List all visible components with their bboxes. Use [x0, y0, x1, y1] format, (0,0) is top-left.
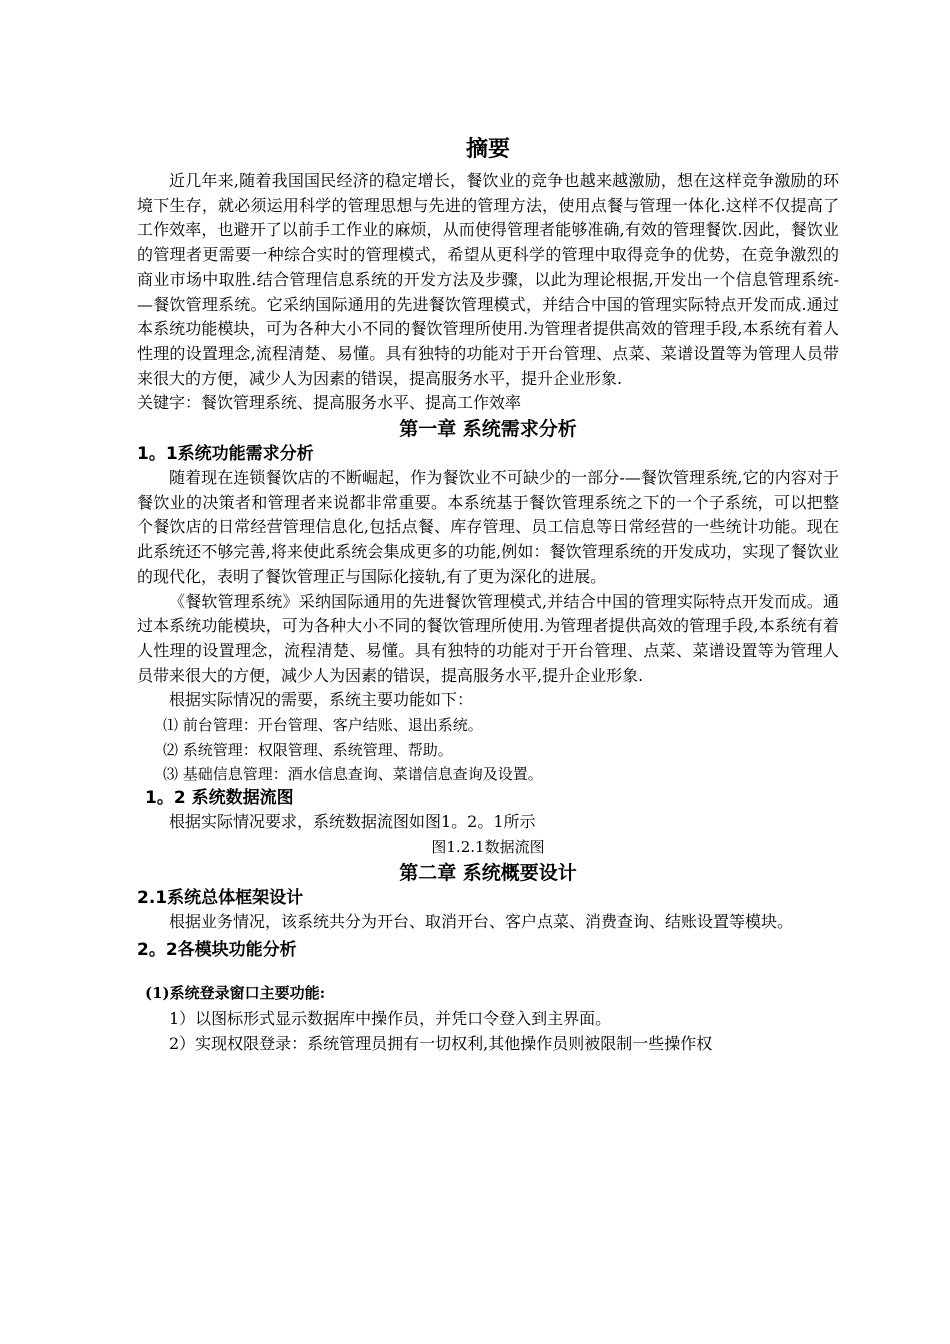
- function-list-item: ⑵ 系统管理：权限管理、系统管理、帮助。: [163, 740, 453, 759]
- function-list-item: ⑶ 基础信息管理：酒水信息查询、菜谱信息查询及设置。: [163, 765, 543, 784]
- section-1-1-para-3: 根据实际情况的需要，系统主要功能如下：: [169, 690, 474, 710]
- section-2-1-para: 根据业务情况，该系统共分为开台、取消开台、客户点菜、消费查询、结账设置等模块。: [169, 911, 794, 931]
- section-1-2-title: 1。2 系统数据流图: [145, 788, 294, 809]
- login-step: 2）实现权限登录：系统管理员拥有一切权利,其他操作员则被限制一些操作权: [169, 1033, 713, 1053]
- document-content: [137, 133, 839, 1056]
- section-1-1-title: 1。1系统功能需求分析: [137, 444, 314, 465]
- section-2-2-title: 2。2各模块功能分析: [137, 939, 297, 960]
- section-1-1-para-2: 《餐软管理系统》采纳国际通用的先进餐饮管理模式,并结合中国的管理实际特点开发而成。通过本系统功能模块，可为各种大小不同的餐饮管理所使用.为管理者提供高效的管理手段,本系统有着人性理的设置理念，流程清楚、易懂。具有独特的功能对于开台管理、点菜、菜谱设置等为管理人员带来很大的方便，减少人为因素的错误，提高服务水平,提升企业形象.: [137, 591, 839, 685]
- section-2-1-title: 2.1系统总体框架设计: [137, 887, 304, 908]
- abstract-body: 近几年来,随着我国国民经济的稳定增长，餐饮业的竞争也越来越激励，想在这样竞争激励的环境下生存，就必须运用科学的管理思想与先进的管理方法，使用点餐与管理一体化.这样不仅提高了工作效率，也避开了以前手工作业的麻烦，从而使得管理者能够准确,有效的管理餐饮.因此，餐饮业的管理者更需要一种综合实时的管理模式，希望从更科学的管理中取得竞争的优势，在竞争激烈的商业市场中取胜.结合管理信息系统的开发方法及步骤，以此为理论根据,开发出一个信息管理系统-—餐饮管理系统。它采纳国际通用的先进餐饮管理模式，并结合中国的管理实际特点开发而成.通过本系统功能模块，可为各种大小不同的餐饮管理所使用.为管理者提供高效的管理手段,本系统有着人性理的设置理念,流程清楚、易懂。具有独特的功能对于开台管理、点菜、菜谱设置等为管理人员带来很大的方便，减少人为因素的错误，提高服务水平，提升企业形象.: [137, 171, 839, 388]
- login-window-heading: (1)系统登录窗口主要功能:: [145, 983, 326, 1002]
- keywords: 关键字：餐饮管理系统、提高服务水平、提高工作效率: [137, 393, 522, 413]
- chapter1-title: 第一章 系统需求分析: [399, 418, 577, 441]
- function-list-item: ⑴ 前台管理：开台管理、客户结账、退出系统。: [163, 716, 483, 735]
- section-1-1-para-1: 随着现在连锁餐饮店的不断崛起，作为餐饮业不可缺少的一部分-—餐饮管理系统,它的内容对于餐饮业的决策者和管理者来说都非常重要。本系统基于餐饮管理系统之下的一个子系统，可以把整个餐饮店的日常经营管理信息化,包括点餐、库存管理、员工信息等日常经营的一些统计功能。现在此系统还不够完善,将来使此系统会集成更多的功能,例如：餐饮管理系统的开发成功，实现了餐饮业的现代化，表明了餐饮管理正与国际化接轨,有了更为深化的进展。: [137, 468, 839, 586]
- login-step: 1）以图标形式显示数据库中操作员，并凭口令登入到主界面。: [169, 1008, 612, 1028]
- abstract-title: 摘要: [465, 137, 510, 162]
- chapter2-title: 第二章 系统概要设计: [399, 861, 577, 884]
- figure-caption: 图1.2.1数据流图: [431, 837, 545, 856]
- section-1-2-para: 根据实际情况要求，系统数据流图如图1。2。1所示: [169, 812, 536, 832]
